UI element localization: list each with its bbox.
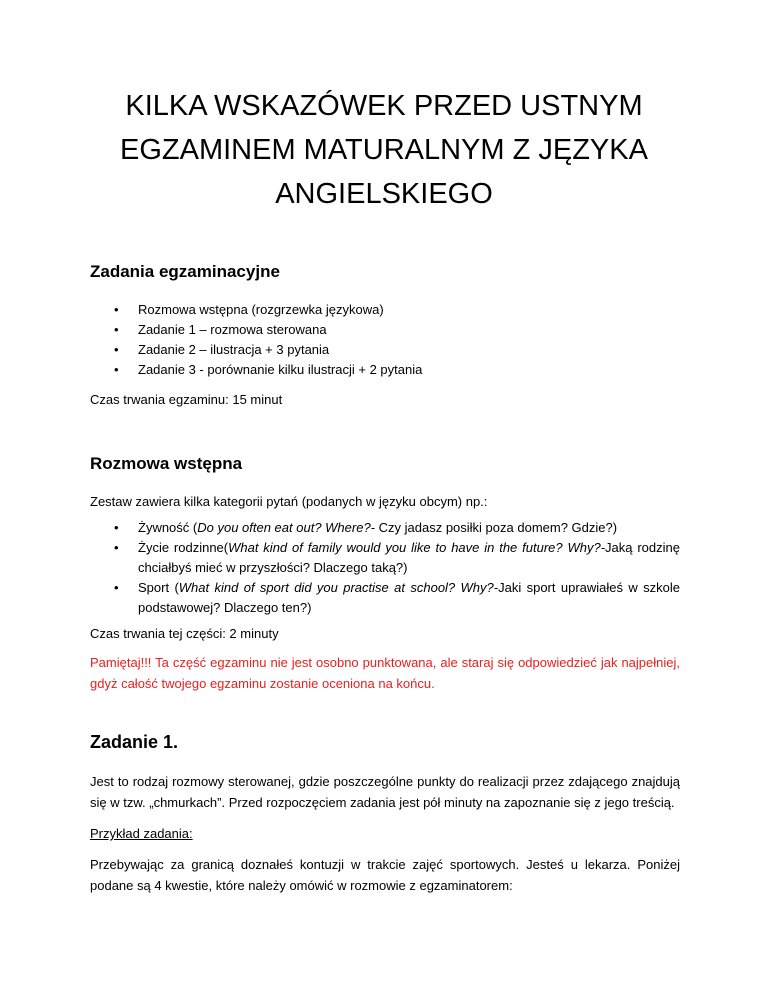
example-label: Przykład zadania:	[90, 826, 193, 841]
section-heading-intro-talk: Rozmowa wstępna	[90, 454, 243, 473]
task-1-description: Jest to rodzaj rozmowy sterowanej, gdzie poszczególne punkty do realizacji przez zdającego znajdują się w tzw. „chmurkach”. Przed rozpoczęciem zadania jest pół minuty na zapoznanie się z jego treścią.	[90, 774, 680, 810]
intro-talk-duration: Czas trwania tej części: 2 minuty	[90, 626, 279, 641]
reminder-note: Pamiętaj!!! Ta część egzaminu nie jest osobno punktowana, ale staraj się odpowiedzieć jak najpełniej, gdyż całość twojego egzaminu zostanie oceniona na końcu.	[90, 655, 680, 691]
bullet-icon: •	[114, 362, 119, 377]
polish-translation: Jaką rodzinę chciałbyś mieć w przyszłości? Dlaczego taką?)	[138, 540, 680, 575]
category-label: Sport (	[138, 580, 179, 595]
list-item	[90, 320, 680, 340]
bullet-icon: •	[114, 342, 119, 357]
question-categories-list	[90, 518, 680, 618]
title-line-3: ANGIELSKIEGO	[275, 178, 493, 210]
section-heading-exam-tasks: Zadania egzaminacyjne	[90, 262, 280, 281]
list-item	[90, 360, 680, 380]
english-question: What kind of family would you like to have in the future? Why?-	[228, 540, 606, 555]
bullet-icon: •	[114, 302, 119, 317]
english-question: What kind of sport did you practise at school? Why?-	[178, 580, 499, 595]
list-item-text: Zadanie 1 – rozmowa sterowana	[138, 322, 327, 337]
bullet-icon: •	[114, 322, 119, 337]
title-line-2: EGZAMINEM MATURALNYM Z JĘZYKA	[120, 134, 648, 166]
list-item	[90, 340, 680, 360]
list-item	[90, 518, 680, 538]
category-label: Życie rodzinne(	[138, 540, 229, 555]
polish-translation: Jaki sport uprawiałeś w szkole podstawowej? Dlaczego ten?)	[138, 580, 680, 615]
english-question: Do you often eat out? Where?-	[197, 520, 376, 535]
exam-tasks-list	[90, 300, 680, 380]
page-title	[90, 84, 678, 216]
title-line-1: KILKA WSKAZÓWEK PRZED USTNYM	[125, 90, 643, 122]
category-label: Żywność (	[138, 520, 198, 535]
list-item	[90, 538, 680, 578]
list-item-text: Rozmowa wstępna (rozgrzewka językowa)	[138, 302, 384, 317]
list-item	[90, 300, 680, 320]
bullet-icon: •	[114, 540, 119, 555]
list-item	[90, 578, 680, 618]
bullet-icon: •	[114, 580, 119, 595]
polish-translation: Czy jadasz posiłki poza domem? Gdzie?)	[375, 520, 618, 535]
section-heading-task-1: Zadanie 1.	[90, 732, 179, 752]
exam-duration: Czas trwania egzaminu: 15 minut	[90, 392, 283, 407]
example-task-text: Przebywając za granicą doznałeś kontuzji w trakcie zajęć sportowych. Jesteś u lekarza. Poniżej podane są 4 kwestie, które należy omówić w rozmowie z egzaminatorem:	[90, 857, 680, 893]
list-item-text: Zadanie 2 – ilustracja + 3 pytania	[138, 342, 330, 357]
bullet-icon: •	[114, 520, 119, 535]
intro-talk-description: Zestaw zawiera kilka kategorii pytań (podanych w języku obcym) np.:	[90, 494, 488, 509]
list-item-text: Zadanie 3 - porównanie kilku ilustracji + 2 pytania	[138, 362, 423, 377]
